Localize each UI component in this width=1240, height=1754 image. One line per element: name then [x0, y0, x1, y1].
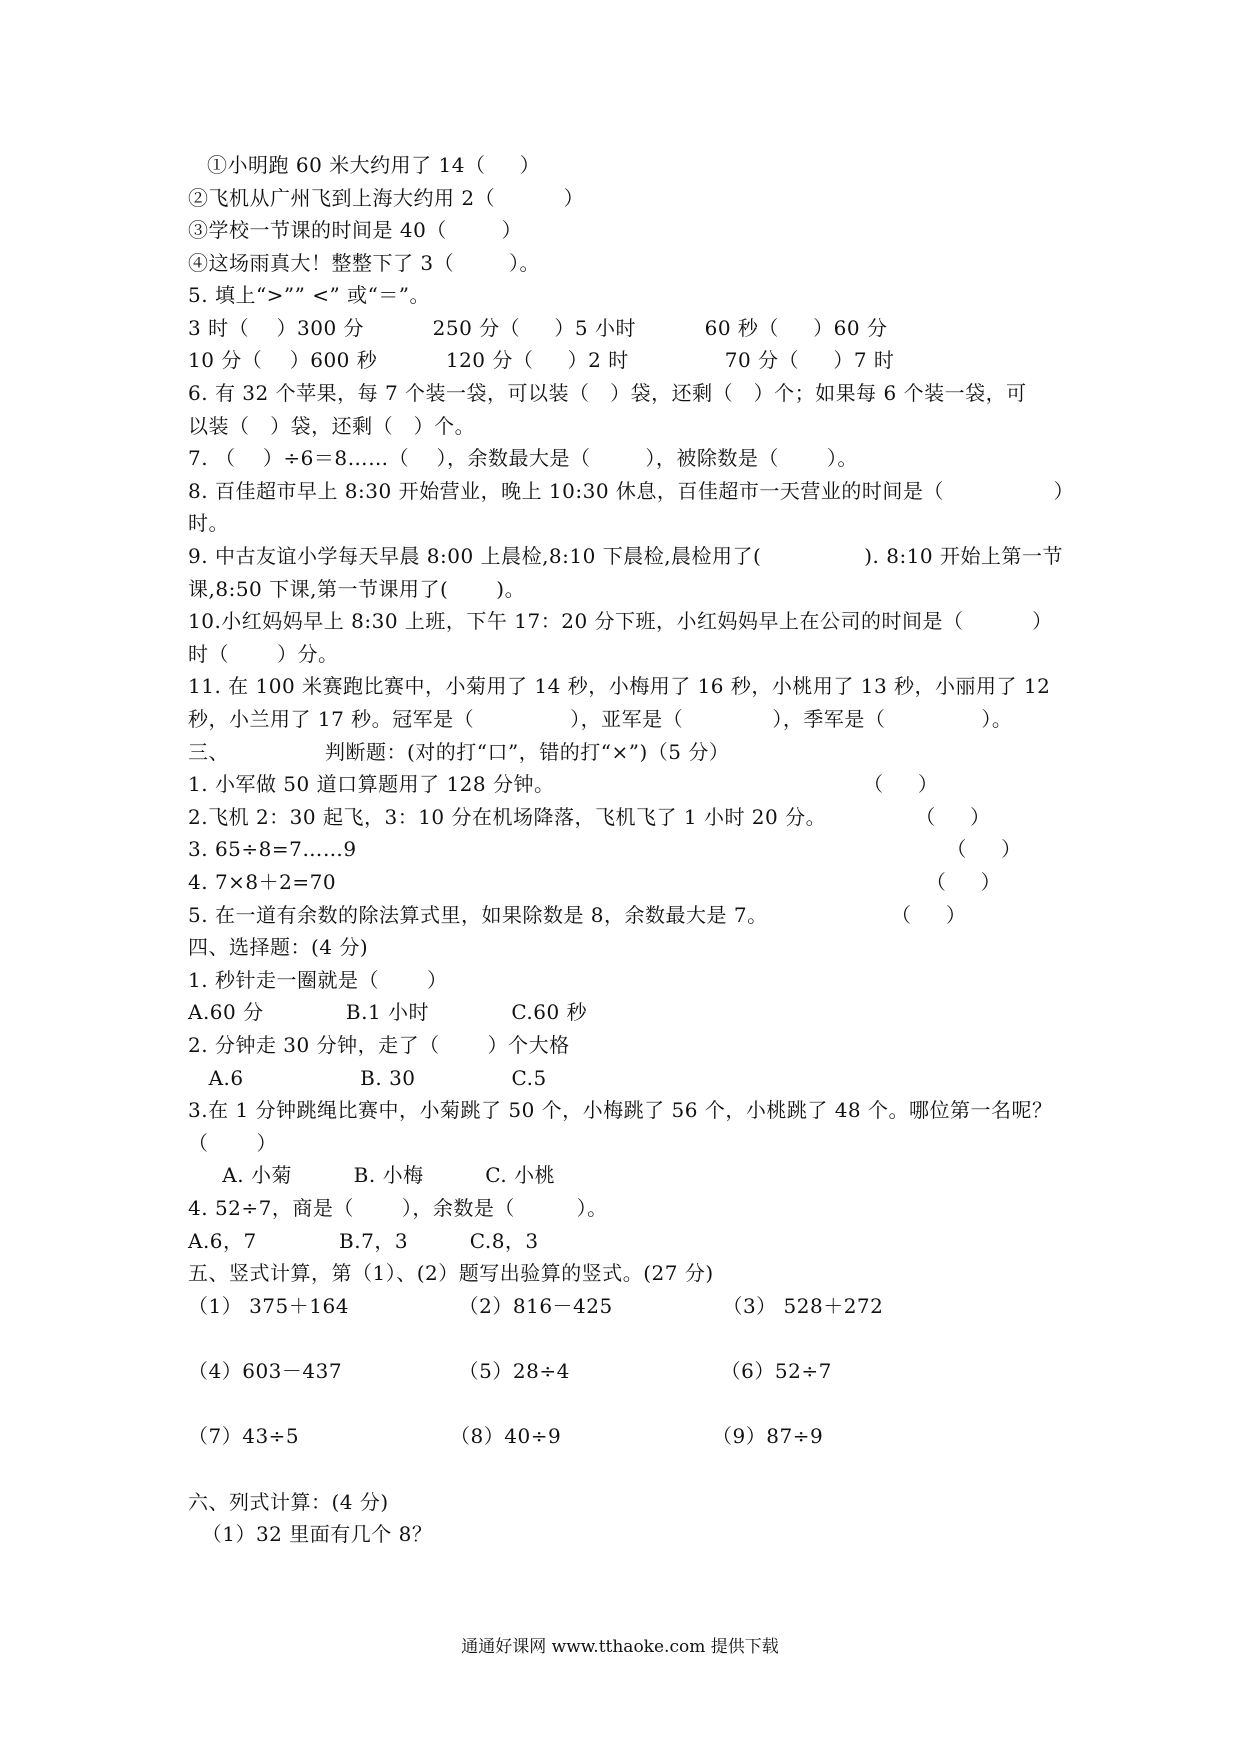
section-4-heading: 四、选择题：(4 分) — [188, 935, 369, 959]
q7: 7. （ ）÷6＝8……（ ），余数最大是（ ），被除数是（ ）。 — [188, 446, 858, 470]
judge-item-5: 5. 在一道有余数的除法算式里，如果除数是 8，余数最大是 7。 （ ） — [188, 903, 967, 927]
q6-line-2: 以装（ ）袋，还剩（ ）个。 — [188, 414, 476, 438]
judge-item-4: 4. 7×8＋2=70 （ ） — [188, 870, 1002, 894]
q4-item-1: ①小明跑 60 米大约用了 14（ ） — [207, 153, 541, 177]
section-6-heading: 六、列式计算：(4 分) — [188, 1490, 389, 1514]
choice-2-options: A.6 B. 30 C.5 — [188, 1066, 547, 1090]
q9-line-1: 9. 中古友谊小学每天早晨 8:00 上晨检,8:10 下晨检,晨检用了( ). 8:10 开始上第一节 — [188, 544, 1064, 568]
section-5-heading: 五、竖式计算，第（1）、(2）题写出验算的竖式。(27 分) — [188, 1261, 714, 1285]
q5-row-1: 3 时（ ）300 分 250 分（ ）5 小时 60 秒（ ）60 分 — [188, 316, 888, 340]
q8-line-1: 8. 百佳超市早上 8:30 开始营业，晚上 10:30 休息，百佳超市一天营业的时间是（ ） — [188, 479, 1075, 503]
choice-2-question: 2. 分钟走 30 分钟，走了（ ）个大格 — [188, 1033, 570, 1057]
q8-line-2: 时。 — [188, 511, 229, 535]
page-footer: 通通好课网 www.tthaoke.com 提供下载 — [461, 1637, 779, 1657]
q9-line-2: 课,8:50 下课,第一节课用了( )。 — [188, 577, 526, 601]
choice-3-options: A. 小菊 B. 小梅 C. 小桃 — [188, 1163, 556, 1187]
judge-item-3: 3. 65÷8=7……9 （ ） — [188, 837, 1022, 861]
q10-line-2: 时（ ）分。 — [188, 642, 339, 666]
choice-4-options: A.6，7 B.7，3 C.8，3 — [188, 1229, 539, 1253]
choice-1-question: 1. 秒针走一圈就是（ ） — [188, 968, 448, 992]
calc-row-3: （7）43÷5 （8）40÷9 （9）87÷9 — [188, 1424, 824, 1448]
q4-item-4: ④这场雨真大！整整下了 3（ ）。 — [188, 251, 540, 275]
q11-line-2: 秒，小兰用了 17 秒。冠军是（ ），亚军是（ ），季军是（ ）。 — [188, 707, 1013, 731]
q5-row-2: 10 分（ ）600 秒 120 分（ ）2 时 70 分（ ）7 时 — [188, 348, 895, 372]
calc-row-2: （4）603－437 （5）28÷4 （6）52÷7 — [188, 1359, 832, 1383]
q11-line-1: 11. 在 100 米赛跑比赛中，小菊用了 14 秒，小梅用了 16 秒，小桃用了 13 秒，小丽用了 12 — [188, 674, 1051, 698]
q5-title: 5. 填上“>”” <” 或“＝”。 — [188, 283, 431, 307]
choice-4-question: 4. 52÷7，商是（ ），余数是（ ）。 — [188, 1196, 608, 1220]
choice-1-options: A.60 分 B.1 小时 C.60 秒 — [188, 1000, 588, 1024]
judge-item-1: 1. 小军做 50 道口算题用了 128 分钟。 （ ） — [188, 772, 939, 796]
calc-row-1: （1） 375＋164 （2）816－425 （3） 528＋272 — [188, 1294, 884, 1318]
q4-item-2: ②飞机从广州飞到上海大约用 2（ ） — [188, 186, 585, 210]
q4-item-3: ③学校一节课的时间是 40（ ） — [188, 218, 523, 242]
section-3-heading: 三、 判断题：(对的打“口”，错的打“×”)（5 分） — [188, 740, 730, 764]
choice-3-paren: （ ） — [188, 1131, 278, 1155]
judge-item-2: 2.飞机 2：30 起飞，3：10 分在机场降落，飞机飞了 1 小时 20 分。 （ ） — [188, 805, 991, 829]
section-6-item-1: （1）32 里面有几个 8？ — [188, 1522, 433, 1546]
q6-line-1: 6. 有 32 个苹果，每 7 个装一袋，可以装（ ）袋，还剩（ ）个；如果每 6 个装一袋，可 — [188, 381, 1027, 405]
q10-line-1: 10.小红妈妈早上 8:30 上班，下午 17：20 分下班，小红妈妈早上在公司的时间是（ ） — [188, 609, 1053, 633]
choice-3-question: 3.在 1 分钟跳绳比赛中，小菊跳了 50 个，小梅跳了 56 个，小桃跳了 48 个。哪位第一名呢？ — [188, 1098, 1053, 1122]
